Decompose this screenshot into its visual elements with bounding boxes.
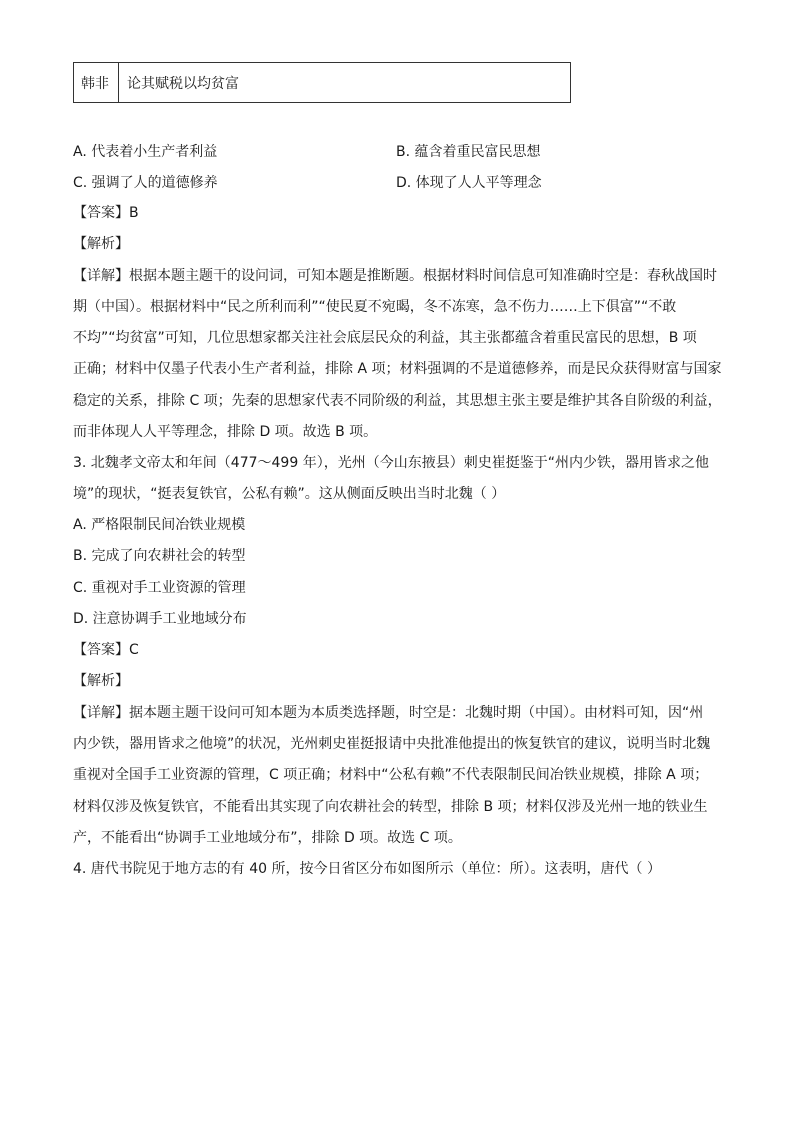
q2-analysis-line: 正确；材料中仅墨子代表小生产者利益，排除 A 项；材料强调的不是道德修养，而是民众获得财富与国家 [73,361,722,377]
q4-stem: 4. 唐代书院见于地方志的有 40 所，按今日省区分布如图所示（单位：所）。这表明，唐代（ ） [73,861,661,877]
table-cell-author: 韩非 [74,63,119,103]
q3-answer: 【答案】C [73,642,139,658]
q3-stem-line: 境”的现状，“挺表复铁官，公私有赖”。这从侧面反映出当时北魏（ ） [73,486,506,502]
q2-analysis-line: 而非体现人人平等理念，排除 D 项。故选 B 项。 [73,424,378,440]
q3-analysis-title: 【解析】 [73,673,129,689]
q3-option-d: D. 注意协调手工业地域分布 [73,611,247,627]
q3-analysis-line: 内少铁，器用皆求之他境”的状况，光州刺史崔挺报请中央批准他提出的恢复铁官的建议，说明当时北魏 [73,736,711,752]
q3-option-c: C. 重视对手工业资源的管理 [73,580,246,596]
q3-stem-line: 3. 北魏孝文帝太和年间（477～499 年），光州（今山东掖县）刺史崔挺鉴于“州内少铁，器用皆求之他 [73,455,709,471]
q2-option-a: A. 代表着小生产者利益 [73,144,218,160]
q2-option-d: D. 体现了人人平等理念 [396,175,542,191]
q2-analysis-line: 稳定的关系，排除 C 项；先秦的思想家代表不同阶级的利益，其思想主张主要是维护其各自阶级的利益， [73,393,722,409]
q2-analysis-line: 期（中国）。根据材料中“民之所利而利”“使民夏不宛暍，冬不冻寒，急不伤力……上下俱富”“不敢 [73,299,677,315]
q2-option-b: B. 蕴含着重民富民思想 [396,144,541,160]
table-row [74,63,571,103]
q2-answer: 【答案】B [73,205,139,221]
q2-analysis-line: 不均”“均贫富”可知，几位思想家都关注社会底层民众的利益，其主张都蕴含着重民富民的思想，B 项 [73,330,697,346]
q3-analysis-line: 重视对全国手工业资源的管理，C 项正确；材料中“公私有赖”不代表限制民间冶铁业规模，排除 A 项； [73,767,709,783]
q3-analysis-line: 产，不能看出“协调手工业地域分布”，排除 D 项。故选 C 项。 [73,830,462,846]
q2-option-c: C. 强调了人的道德修养 [73,175,218,191]
q2-analysis-line: 【详解】根据本题主题干的设问词，可知本题是推断题。根据材料时间信息可知准确时空是：春秋战国时 [73,268,717,284]
q3-analysis-line: 【详解】据本题主题干设问可知本题为本质类选择题，时空是：北魏时期（中国）。由材料可知，因“州 [73,705,704,721]
q3-analysis-line: 材料仅涉及恢复铁官，不能看出其实现了向农耕社会的转型，排除 B 项；材料仅涉及光州一地的铁业生 [73,799,708,815]
table-cell-quote: 论其赋税以均贫富 [119,63,571,103]
q3-option-a: A. 严格限制民间冶铁业规模 [73,517,246,533]
q2-analysis-title: 【解析】 [73,236,129,252]
quote-table [73,62,571,103]
q3-option-b: B. 完成了向农耕社会的转型 [73,548,246,564]
